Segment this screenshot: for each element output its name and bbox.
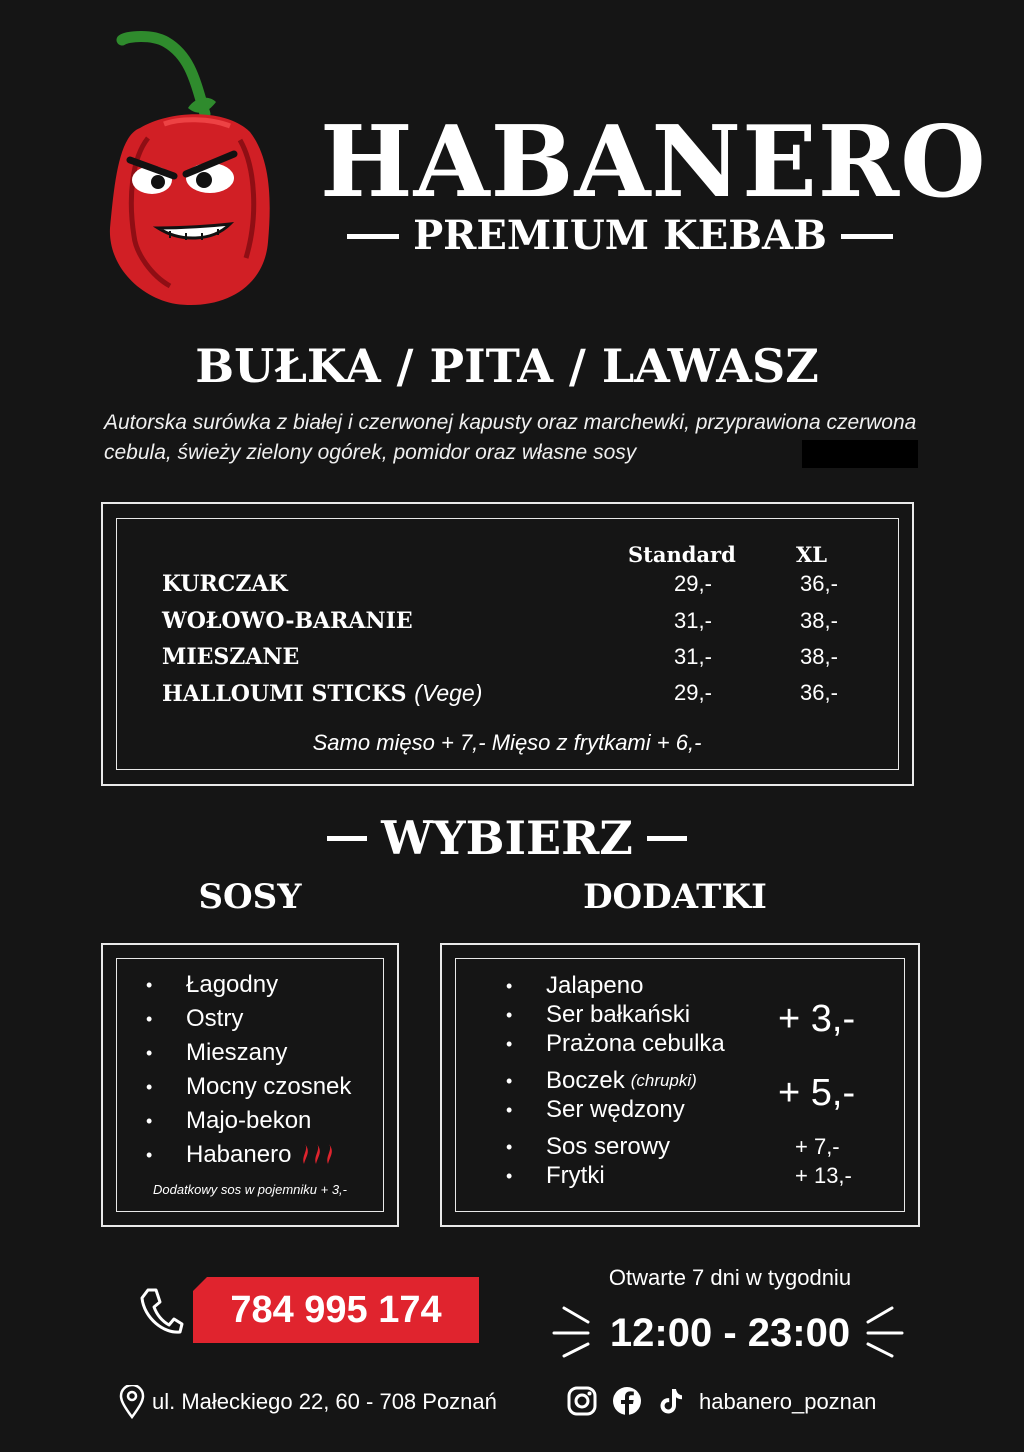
sauce-item: • Mieszany [146,1036,351,1070]
menu-item-price-xl: 36,- [800,571,838,596]
menu-item-name-text: MIESZANE [162,644,300,670]
menu-item-price-xl: 38,- [800,608,838,633]
tiktok-icon[interactable] [656,1386,686,1416]
sauce-item-label: Łagodny [186,971,279,998]
addon-group-price: + 3,- [778,998,856,1040]
location-pin-icon [119,1385,145,1419]
sauce-item-label: Majo-bekon [186,1107,312,1134]
menu-item-name [162,569,288,599]
addon-item: • Frytki [506,1159,605,1193]
menu-item-price-xl: 38,- [800,644,838,669]
column-header-standard: Standard [628,542,736,567]
menu-item-name [162,606,413,636]
column-header-xl: XL [796,542,828,567]
sauce-item: • Habanero [146,1138,351,1172]
divider [647,836,687,841]
addon-item-price: + 13,- [795,1163,852,1188]
addon-group-price: + 5,- [778,1072,856,1114]
divider [347,234,399,239]
opening-hours: 12:00 - 23:00 [609,1311,851,1355]
menu-item-name-text: WOŁOWO-BARANIE [162,608,413,634]
menu-item-note: (Vege) [414,680,483,706]
menu-item-name-text: KURCZAK [162,571,288,597]
addon-item-label: Boczek [546,1067,625,1094]
sauce-item: • Łagodny [146,968,351,1002]
habanero-pepper-logo [100,28,285,318]
menu-item-name [162,678,482,709]
addon-item: • Ser wędzony [506,1093,685,1127]
burst-lines-right [862,1304,906,1360]
addon-item-label: Ser wędzony [546,1096,685,1123]
address: ul. Małeckiego 22, 60 - 708 Poznań [152,1389,497,1414]
divider [327,836,367,841]
instagram-icon[interactable] [567,1386,597,1416]
facebook-icon[interactable] [612,1386,642,1416]
addon-item-price: + 7,- [795,1134,840,1159]
addon-item: • Prażona cebulka [506,1027,725,1061]
opening-days: Otwarte 7 dni w tygodniu [608,1265,852,1290]
social-handle[interactable]: habanero_poznan [699,1389,877,1414]
addon-item: • Jalapeno [506,969,643,1003]
menu-item-price-standard: 31,- [674,608,712,633]
sauce-item-label: Ostry [186,1005,244,1032]
sauce-item-label: Mieszany [186,1039,288,1066]
sauce-item-label: Habanero [186,1141,292,1168]
menu-item-price-xl: 36,- [800,680,838,705]
sauce-item-label: Mocny czosnek [186,1073,352,1100]
chili-icon [299,1142,339,1168]
brand-subtitle-text: PREMIUM KEBAB [413,212,827,259]
addon-item: • Boczek (chrupki) [506,1064,697,1098]
extras-note: Samo mięso + 7,- Mięso z frytkami + 6,- [312,730,702,755]
sauces-title: SOSY [198,877,302,917]
addon-item: • Sos serowy [506,1130,670,1164]
menu-item-price-standard: 29,- [674,571,712,596]
divider [841,234,893,239]
choose-heading [0,808,1014,868]
brand-subtitle [320,212,920,260]
menu-item-name-text: HALLOUMI STICKS [162,681,407,707]
sauce-item: • Ostry [146,1002,351,1036]
menu-item-price-standard: 31,- [674,644,712,669]
addon-item-label: Ser bałkański [546,1001,691,1028]
menu-description: Autorska surówka z białej i czerwonej kapusty oraz marchewki, przyprawiona czerwona cebula, świeży zielony ogórek, pomidor oraz własne sosy [104,411,917,464]
addon-item-label: Jalapeno [546,972,644,999]
menu-item-name [162,642,299,672]
addons-title: DODATKI [583,877,767,917]
addon-item-note: (chrupki) [630,1071,697,1090]
brand-title: HABANERO [320,105,987,220]
redaction-box [802,440,918,468]
addon-item-label: Sos serowy [546,1133,671,1160]
phone-number[interactable]: 784 995 174 [230,1289,442,1331]
sauce-item: • Majo-bekon [146,1104,351,1138]
sauce-item: • Mocny czosnek [146,1070,351,1104]
phone-icon [138,1286,184,1336]
section-title: BUŁKA / PITA / LAWASZ [195,339,819,393]
menu-item-price-standard: 29,- [674,680,712,705]
addon-item: • Ser bałkański [506,998,690,1032]
addon-item-label: Frytki [546,1162,605,1189]
addon-item-label: Prażona cebulka [546,1030,725,1057]
sauce-extra-note: Dodatkowy sos w pojemniku + 3,- [152,1182,347,1197]
choose-title: WYBIERZ [381,811,633,865]
sauce-list [146,968,351,1172]
